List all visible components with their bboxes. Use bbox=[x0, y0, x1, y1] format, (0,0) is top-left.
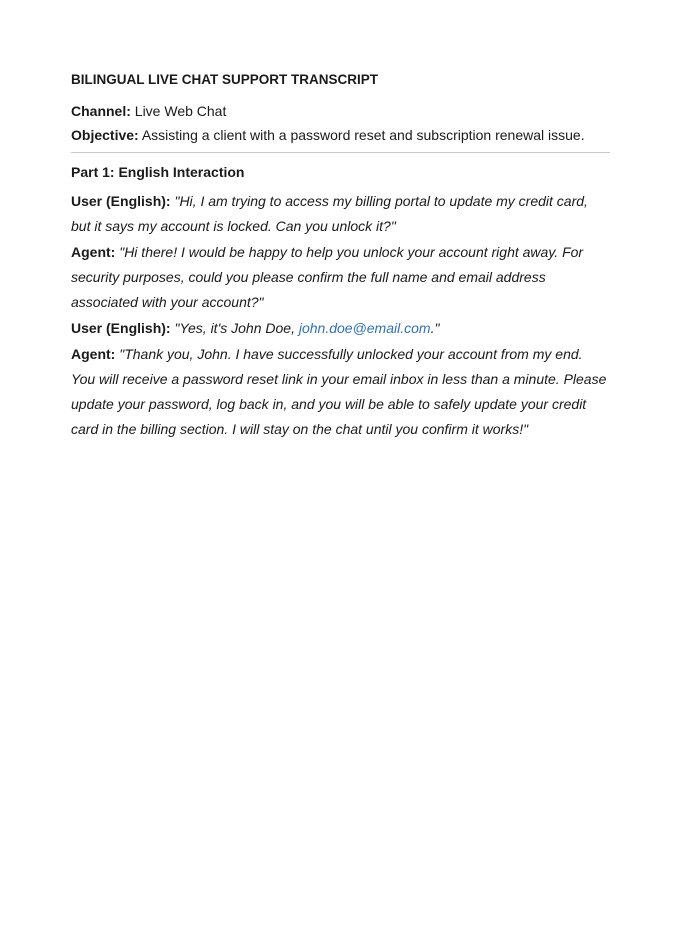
speaker-label: Agent: bbox=[71, 346, 116, 362]
message-text-before: "Yes, it's John Doe, bbox=[174, 320, 299, 336]
objective-line bbox=[71, 126, 610, 144]
channel-label: Channel: bbox=[71, 103, 131, 119]
channel-value: Live Web Chat bbox=[134, 103, 227, 119]
speaker-label: Agent: bbox=[71, 244, 116, 260]
message-text: "Thank you, John. I have successfully unlocked your account from my end. You will receive a password reset link in your email inbox in less than a minute. Please update your password, log back in, and you will be able to safely update your credit card in the billing section. I will stay on the chat until you confirm it works!" bbox=[71, 346, 607, 437]
message-text: "Hi, I am trying to access my billing portal to update my credit card, but it says my account is locked. Can you unlock it?" bbox=[71, 193, 588, 234]
message-text-after: ." bbox=[430, 320, 440, 336]
objective-label: Objective: bbox=[71, 127, 139, 143]
channel-line bbox=[71, 102, 610, 120]
chat-message-agent-2 bbox=[71, 342, 610, 442]
chat-message-user-2 bbox=[71, 316, 610, 341]
part1-heading: Part 1: English Interaction bbox=[71, 164, 245, 180]
chat-message-user-1 bbox=[71, 189, 610, 239]
speaker-label: User (English): bbox=[71, 193, 171, 209]
section-divider bbox=[71, 152, 610, 153]
document-title: BILINGUAL LIVE CHAT SUPPORT TRANSCRIPT bbox=[71, 72, 379, 87]
speaker-label: User (English): bbox=[71, 320, 171, 336]
email-link[interactable]: john.doe@email.com bbox=[298, 320, 431, 336]
chat-message-agent-1 bbox=[71, 240, 610, 315]
message-text: "Hi there! I would be happy to help you unlock your account right away. For security purposes, could you please confirm the full name and email address associated with your account?" bbox=[71, 244, 584, 310]
objective-value: Assisting a client with a password reset and subscription renewal issue. bbox=[141, 127, 585, 143]
